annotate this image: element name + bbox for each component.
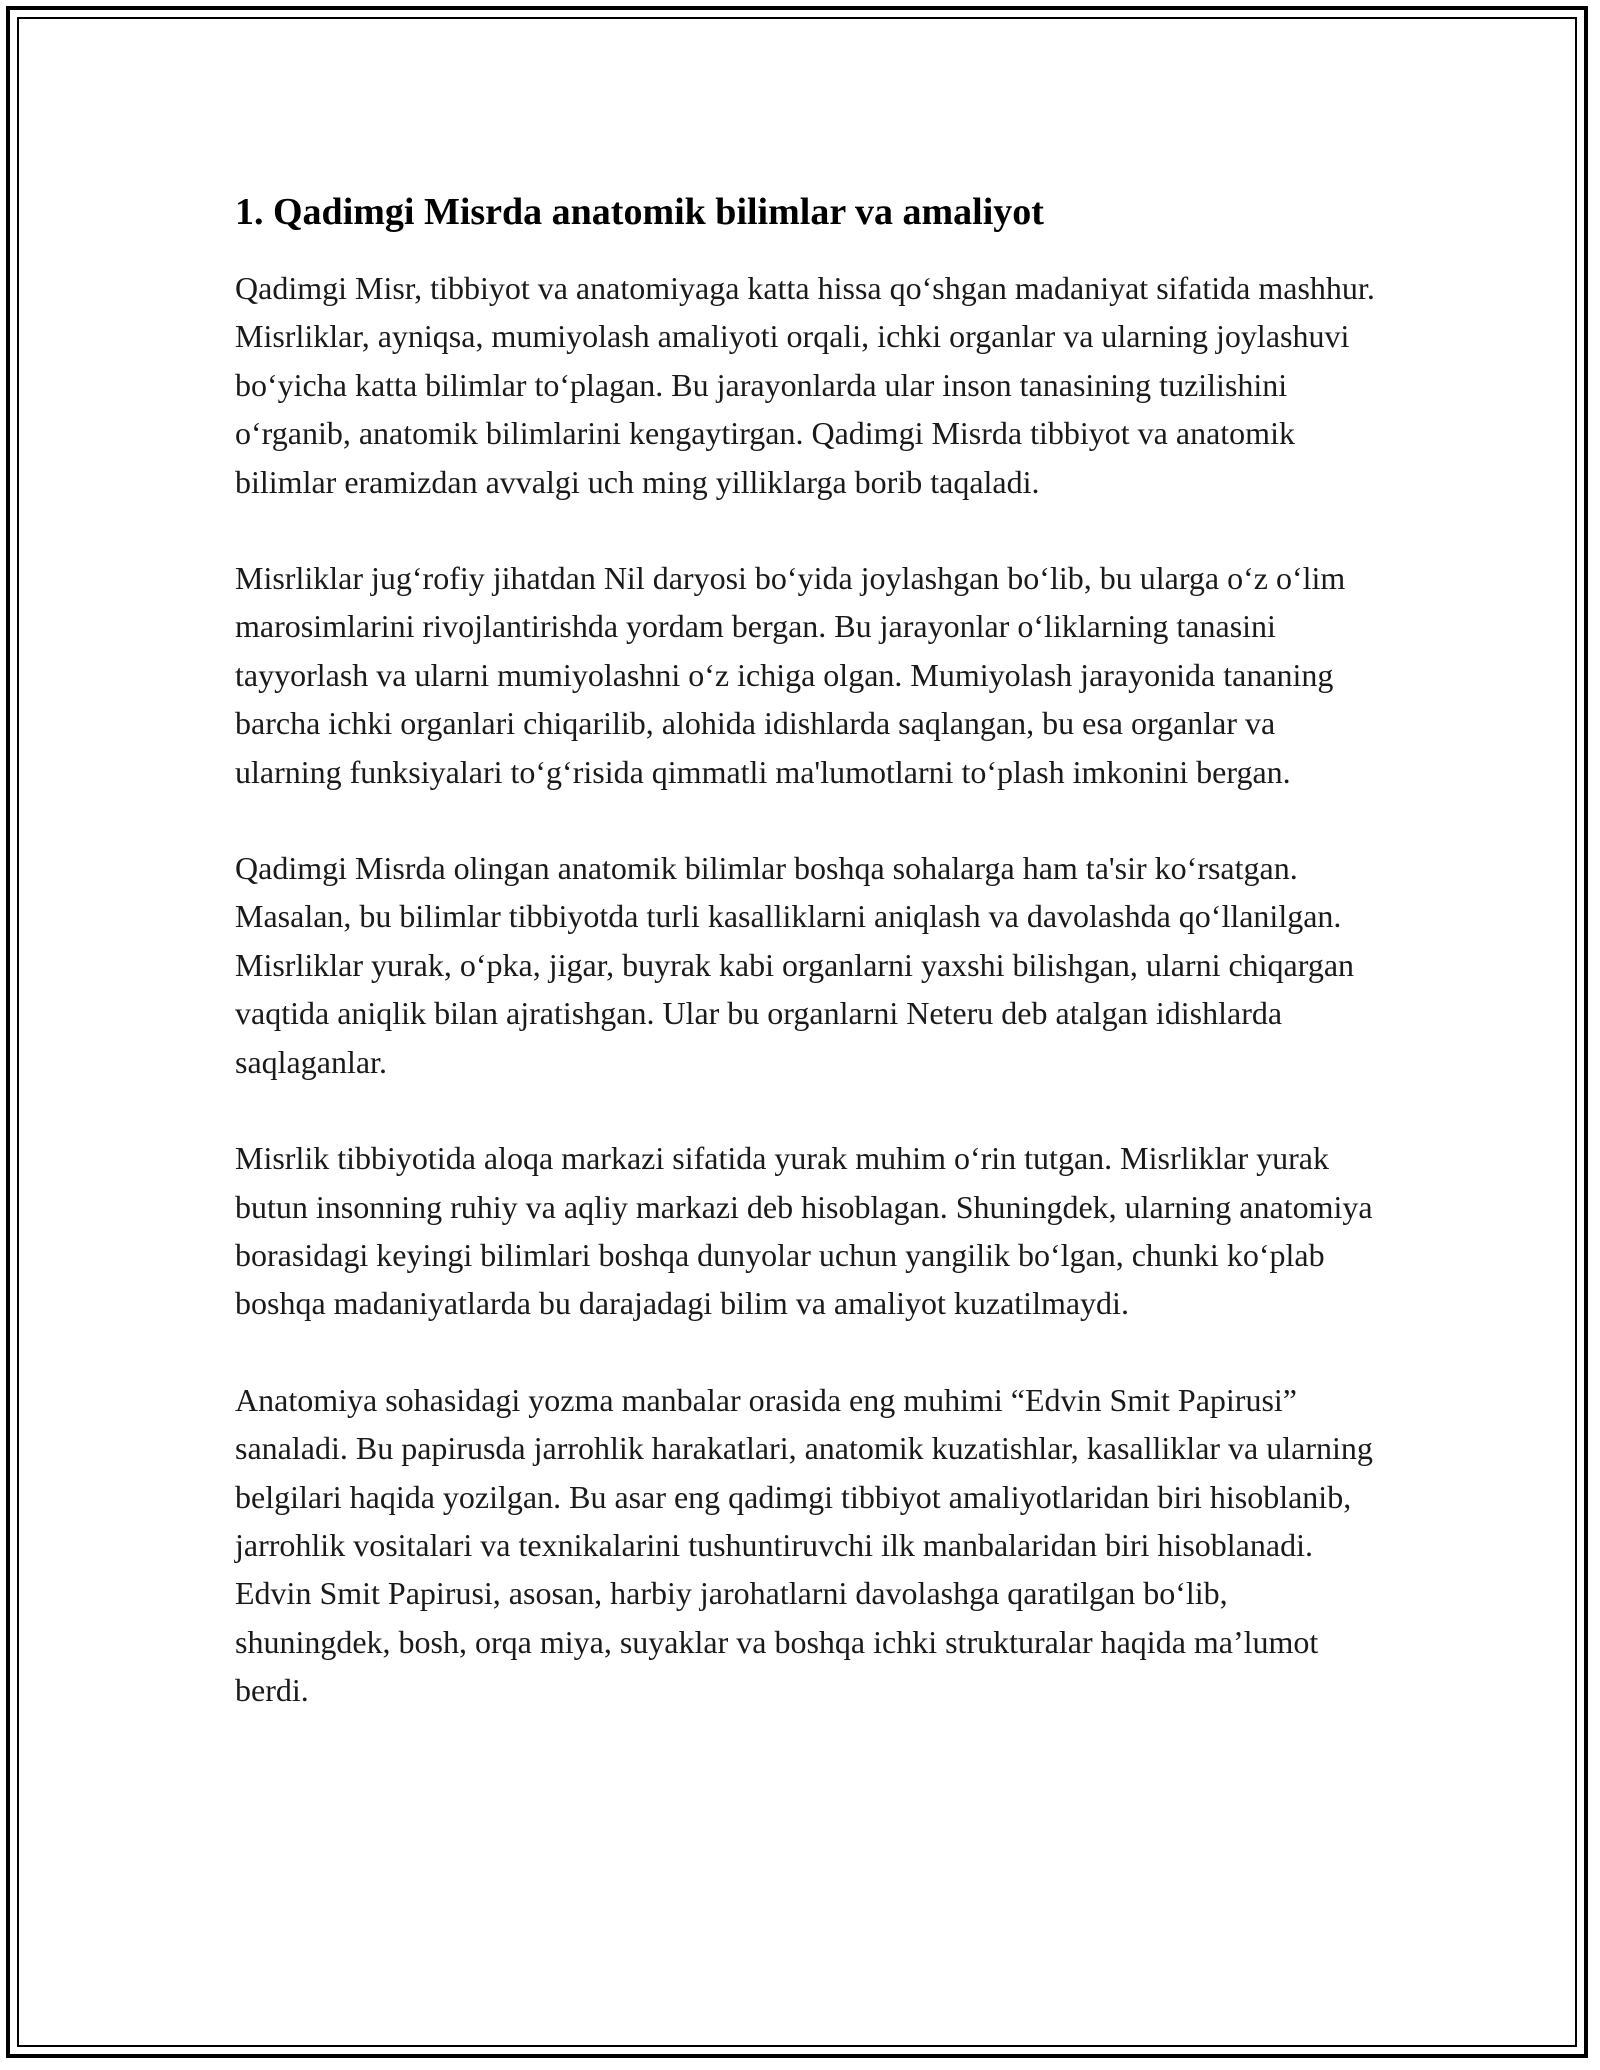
section-heading: 1. Qadimgi Misrda anatomik bilimlar va amaliyot bbox=[235, 191, 1044, 233]
paragraph-1: Qadimgi Misr, tibbiyot va anatomiyaga katta hissa qo‘shgan madaniyat sifatida mashhur. Misrliklar, ayniqsa, mumiyolash amaliyoti orqali, ichki organlar va ularning joylashuvi bo‘yicha katta bilimlar to‘plagan. Bu jarayonlarda ular inson tanasining tuzilishini o‘rganib, anatomik bilimlarini kengaytirgan. Qadimgi Misrda tibbiyot va anatomik bilimlar eramizdan avvalgi uch ming yilliklarga borib taqaladi. bbox=[235, 270, 1375, 500]
paragraph-2: Misrliklar jug‘rofiy jihatdan Nil daryosi bo‘yida joylashgan bo‘lib, bu ularga o‘z o‘lim marosimlarini rivojlantirishda yordam bergan. Bu jarayonlar o‘liklarning tanasini tayyorlash va ularni mumiyolashni o‘z ichiga olgan. Mumiyolash jarayonida tananing barcha ichki organlari chiqarilib, alohida idishlarda saqlangan, bu esa organlar va ularning funksiyalari to‘g‘risida qimmatli ma'lumotlarni to‘plash imkonini bergan. bbox=[235, 560, 1346, 790]
document-body bbox=[235, 188, 1375, 1715]
paragraph-5: Anatomiya sohasidagi yozma manbalar orasida eng muhimi “Edvin Smit Papirusi” sanaladi. Bu papirusda jarrohlik harakatlari, anatomik kuzatishlar, kasalliklar va ularning belgilari haqida yozilgan. Bu asar eng qadimgi tibbiyot amaliyotlaridan biri hisoblanib, jarrohlik vositalari va texnikalarini tushuntiruvchi ilk manbalaridan biri hisoblanadi. Edvin Smit Papirusi, asosan, harbiy jarohatlarni davolashga qaratilgan bo‘lib, shuningdek, bosh, orqa miya, suyaklar va boshqa ichki strukturalar haqida ma’lumot berdi. bbox=[235, 1381, 1373, 1709]
paragraph-4: Misrlik tibbiyotida aloqa markazi sifatida yurak muhim o‘rin tutgan. Misrliklar yurak butun insonning ruhiy va aqliy markazi deb hisoblagan. Shuningdek, ularning anatomiya borasidagi keyingi bilimlari boshqa dunyolar uchun yangilik bo‘lgan, chunki ko‘plab boshqa madaniyatlarda bu darajadagi bilim va amaliyot kuzatilmaydi. bbox=[235, 1140, 1373, 1322]
paragraph-3: Qadimgi Misrda olingan anatomik bilimlar boshqa sohalarga ham ta'sir ko‘rsatgan. Masalan, bu bilimlar tibbiyotda turli kasalliklarni aniqlash va davolashda qo‘llanilgan. Misrliklar yurak, o‘pka, jigar, buyrak kabi organlarni yaxshi bilishgan, ularni chiqargan vaqtida aniqlik bilan ajratishgan. Ular bu organlarni Neteru deb atalgan idishlarda saqlaganlar. bbox=[235, 850, 1355, 1080]
